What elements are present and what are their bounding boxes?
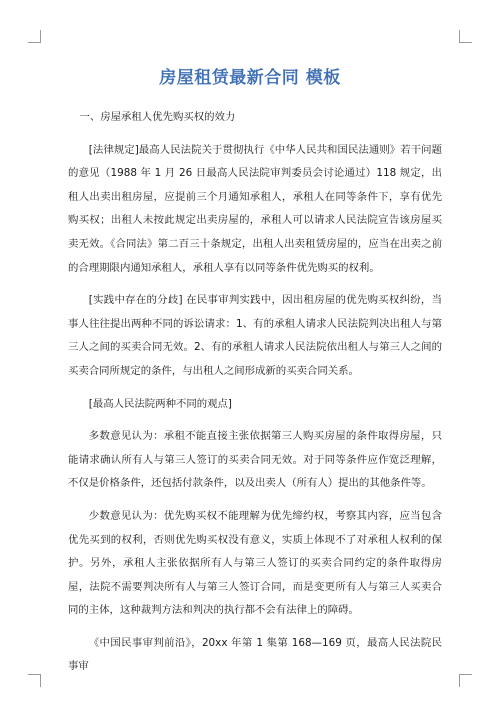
- paragraph-majority-view: 多数意见认为：承租不能直接主张依据第三人购买房屋的条件取得房屋，只能请求确认所有人与第三人签订的买卖合同无效。对于同等条件应作宽泛理解，不仅是价格条件，还包括付款条件，以及出卖人（所有人）提出的其他条件等。: [68, 430, 442, 490]
- crop-mark-top-right: [459, 30, 472, 43]
- crop-mark-bottom-left: [28, 674, 41, 687]
- crop-mark-top-left: [28, 30, 41, 43]
- paragraph-citation: 《中国民事审判前沿》，20xx 年第 1 集第 168—169 页，最高人民法院民事审: [68, 636, 442, 673]
- paragraph-practice-divergence: [实践中存在的分歧] 在民事审判实践中，因出租房屋的优先购买权纠纷，当事人往往提出两种不同的诉讼请求：1、有的承租人请求人民法院判决出租人与第三人之间的买卖合同无效。2、有的承租人请求人民法院依出租人与第三人之间的买卖合同所规定的条件，与出租人之间形成新的买卖合同关系。: [68, 294, 442, 377]
- document-title: 房屋租赁最新合同 模板: [159, 68, 341, 88]
- crop-mark-bottom-right: [459, 674, 472, 687]
- paragraph-legal-provision: [法律规定]最高人民法院关于贯彻执行《中华人民共和国民法通则》若干问题的意见（1988 年 1 月 26 日最高人民法院审判委员会讨论通过）118 规定，出租人出卖出租房屋，应提前三个月通知承租人，承租人在同等条件下，享有优先购买权；出租人未按此规定出卖房屋的，承租人可以请求人民法院宣告该房屋买卖无效。《合同法》第二百三十条规定，出租人出卖租赁房屋的，应当在出卖之前的合理期限内通知承租人，承租人享有以同等条件优先购买的权利。: [68, 143, 442, 274]
- document-body: [68, 106, 442, 688]
- paragraph-minority-view: 少数意见认为：优先购买权不能理解为优先缔约权，考察其内容，应当包含优先买到的权利，否则优先购买权没有意义，实质上体现不了对承租人权利的保护。另外，承租人主张依据所有人与第三人签订的买卖合同约定的条件取得房屋，法院不需要判决所有人与第三人签订合同，而是变更所有人与第三人买卖合同的主体，这种裁判方法和判决的执行都不会有法律上的障碍。: [68, 509, 442, 617]
- section-heading: 一、房屋承租人优先购买权的效力: [79, 111, 236, 123]
- paragraph-two-views-heading: [最高人民法院两种不同的观点]: [88, 397, 232, 410]
